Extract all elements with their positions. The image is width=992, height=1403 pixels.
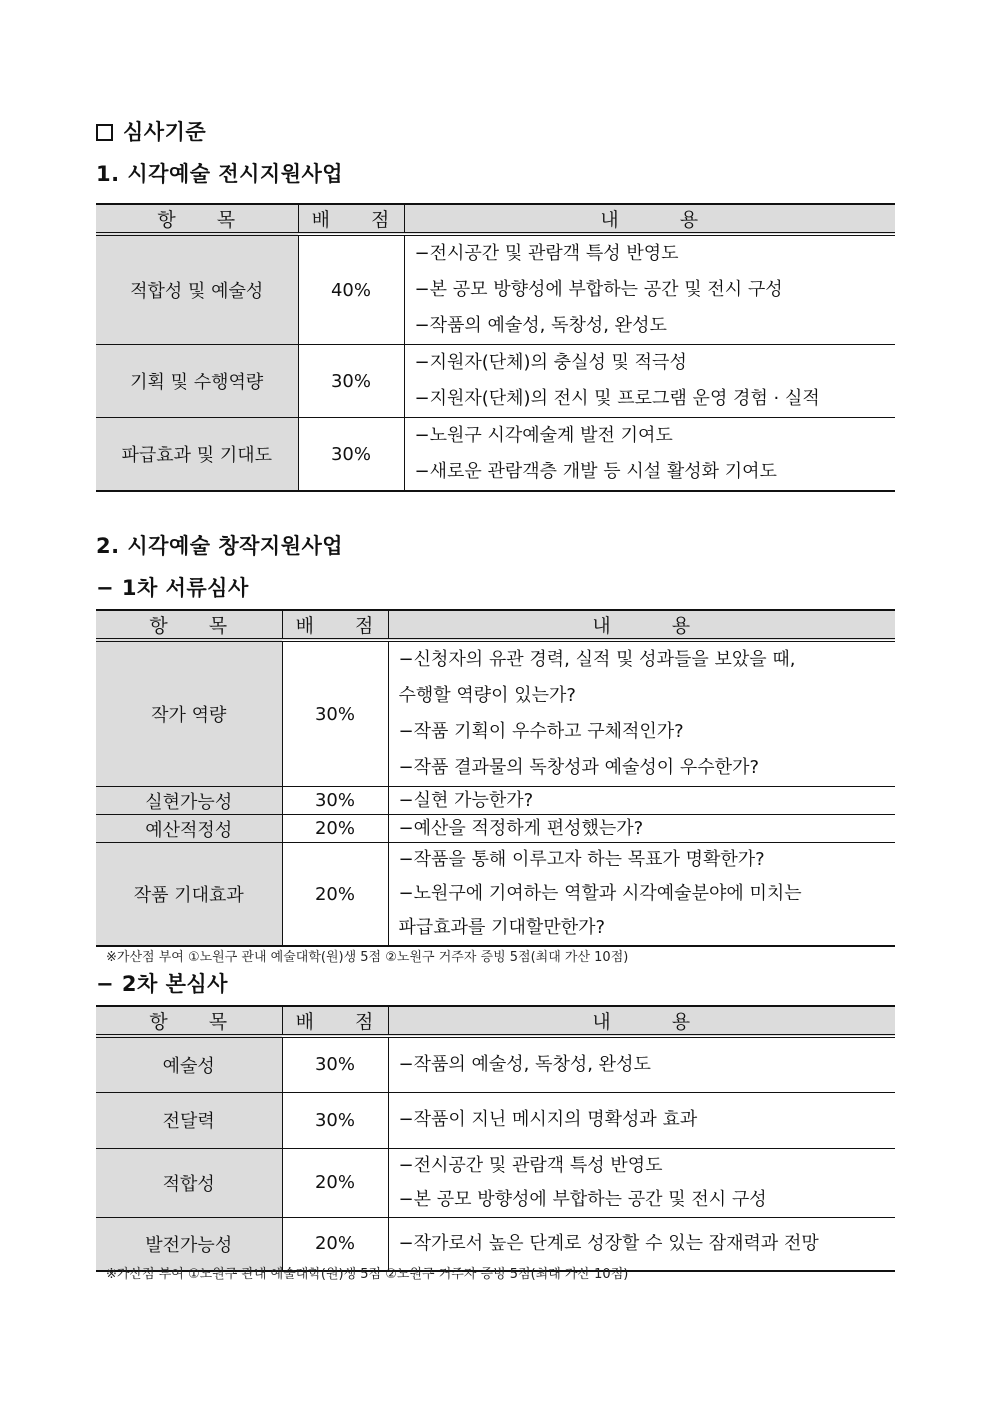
part1-title: 1. 시각예술 전시지원사업	[96, 162, 344, 186]
table-row	[96, 815, 895, 843]
row-content	[388, 1092, 895, 1148]
stage1-note: ※가산점 부여 ①노원구 관내 예술대학(원)생 5점 ②노원구 거주자 증빙 5점(최대 가산 10점)	[106, 950, 629, 965]
table-row	[96, 843, 895, 947]
stage2-title: − 2차 본심사	[96, 972, 228, 996]
row-score: 20%	[282, 1148, 388, 1217]
header-item: 항 목	[96, 610, 282, 640]
row-content	[404, 418, 895, 492]
row-content	[388, 815, 895, 843]
content-line: 수행할 역량이 있는가?	[398, 685, 576, 706]
row-score: 30%	[282, 640, 388, 787]
header-content: 내 용	[388, 1006, 895, 1036]
content-line: −본 공모 방향성에 부합하는 공간 및 전시 구성	[398, 1188, 767, 1210]
row-item: 실현가능성	[96, 787, 282, 815]
content-line: −작품이 지닌 메시지의 명확성과 효과	[398, 1109, 698, 1130]
content-line: −지원자(단체)의 충실성 및 적극성	[414, 352, 687, 373]
stage2-criteria-table	[96, 1005, 895, 1272]
row-content	[388, 640, 895, 787]
content-line: 파급효과를 기대할만한가?	[398, 917, 606, 938]
row-item: 작가 역량	[96, 640, 282, 787]
content-line: −본 공모 방향성에 부합하는 공간 및 전시 구성	[414, 279, 783, 300]
row-content	[388, 843, 895, 947]
header-score: 배 점	[282, 1006, 388, 1036]
stage2-note: ※가산점 부여 ①노원구 관내 예술대학(원)생 5점 ②노원구 거주자 증빙 5점(최대 가산 10점)	[106, 1267, 629, 1282]
content-line: −작품의 예술성, 독창성, 완성도	[414, 315, 667, 336]
content-line: −작품 기획이 우수하고 구체적인가?	[398, 721, 684, 742]
row-score: 20%	[282, 1217, 388, 1271]
table-row	[96, 418, 895, 492]
header-item: 항 목	[96, 204, 298, 234]
row-score: 30%	[282, 787, 388, 815]
checkbox-square-icon	[96, 124, 113, 141]
table-row	[96, 1092, 895, 1148]
row-item: 파급효과 및 기대도	[96, 418, 298, 492]
row-content	[388, 1036, 895, 1092]
header-item: 항 목	[96, 1006, 282, 1036]
content-line: −예산을 적정하게 편성했는가?	[398, 817, 644, 839]
row-item: 예술성	[96, 1036, 282, 1092]
header-content: 내 용	[404, 204, 895, 234]
row-score: 20%	[282, 815, 388, 843]
table-row	[96, 234, 895, 345]
row-score: 30%	[282, 1092, 388, 1148]
table-row	[96, 640, 895, 787]
row-item: 발전가능성	[96, 1217, 282, 1271]
content-line: −전시공간 및 관람객 특성 반영도	[398, 1154, 663, 1176]
table-row	[96, 345, 895, 418]
table-row	[96, 787, 895, 815]
row-score: 30%	[298, 418, 404, 492]
content-line: −작품 결과물의 독창성과 예술성이 우수한가?	[398, 757, 760, 778]
content-line: −새로운 관람객층 개발 등 시설 활성화 기여도	[414, 461, 777, 482]
row-content	[404, 345, 895, 418]
row-item: 기획 및 수행역량	[96, 345, 298, 418]
row-score: 20%	[282, 843, 388, 947]
content-line: −작가로서 높은 단계로 성장할 수 있는 잠재력과 전망	[398, 1232, 819, 1254]
row-item: 적합성 및 예술성	[96, 234, 298, 345]
content-line: −노원구 시각예술계 발전 기여도	[414, 425, 673, 446]
stage1-title: − 1차 서류심사	[96, 576, 249, 600]
section-heading	[96, 116, 206, 146]
row-content	[388, 787, 895, 815]
table-row	[96, 1036, 895, 1092]
row-item: 예산적정성	[96, 815, 282, 843]
row-score: 40%	[298, 234, 404, 345]
row-item: 적합성	[96, 1148, 282, 1217]
row-item: 전달력	[96, 1092, 282, 1148]
table-row	[96, 1148, 895, 1217]
part1-criteria-table	[96, 203, 895, 492]
part2-title: 2. 시각예술 창작지원사업	[96, 534, 344, 558]
content-line: −전시공간 및 관람객 특성 반영도	[414, 243, 679, 264]
row-content	[404, 234, 895, 345]
content-line: −작품을 통해 이루고자 하는 목표가 명확한가?	[398, 849, 765, 870]
stage1-criteria-table	[96, 609, 895, 947]
content-line: −실현 가능한가?	[398, 789, 534, 811]
header-score: 배 점	[298, 204, 404, 234]
content-line: −노원구에 기여하는 역할과 시각예술분야에 미치는	[398, 883, 802, 904]
content-line: −신청자의 유관 경력, 실적 및 성과들을 보았을 때,	[398, 649, 796, 670]
section-title: 심사기준	[123, 120, 207, 144]
content-line: −작품의 예술성, 독창성, 완성도	[398, 1053, 651, 1075]
header-score: 배 점	[282, 610, 388, 640]
row-item: 작품 기대효과	[96, 843, 282, 947]
row-score: 30%	[298, 345, 404, 418]
row-score: 30%	[282, 1036, 388, 1092]
header-content: 내 용	[388, 610, 895, 640]
row-content	[388, 1148, 895, 1217]
content-line: −지원자(단체)의 전시 및 프로그램 운영 경험 · 실적	[414, 388, 820, 409]
